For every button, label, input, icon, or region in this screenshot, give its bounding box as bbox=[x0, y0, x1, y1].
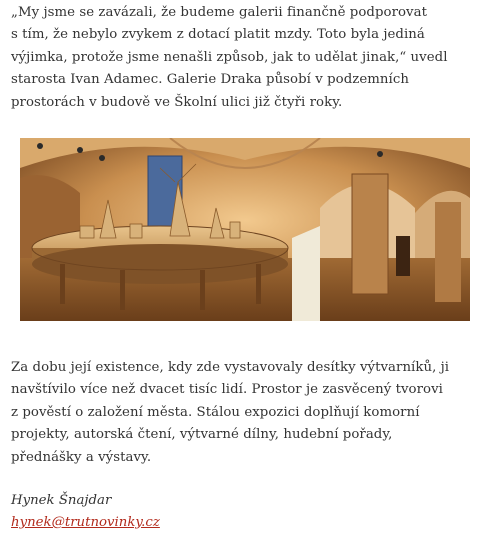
text-line: výjimka, protože jsme nenašli způsob, jak to udělat jinak,“ uvedl bbox=[11, 49, 448, 65]
text-line: z pověstí o založení města. Stálou expozici doplňují komorní bbox=[11, 404, 420, 420]
text-line: „My jsme se zavázali, že budeme galerii finančně podporovat bbox=[11, 5, 427, 20]
text-line: projekty, autorská čtení, výtvarné dílny, hudební pořady, bbox=[11, 427, 393, 443]
text-line: prostorách v budově ve Školní ulici již čtyři roky. bbox=[11, 94, 343, 110]
paragraph-history bbox=[11, 357, 477, 469]
paragraph-quote bbox=[11, 2, 477, 114]
text-line: Za dobu její existence, kdy zde vystavovaly desítky výtvarníků, ji bbox=[11, 360, 450, 375]
text-line: starosta Ivan Adamec. Galerie Draka působí v podzemních bbox=[11, 72, 409, 88]
text-line: přednášky a výstavy. bbox=[11, 449, 152, 465]
author-email-link[interactable]: hynek@trutnovinky.cz bbox=[11, 515, 160, 530]
author-name: Hynek Šnajdar bbox=[11, 493, 112, 508]
text-line: navštívilo více než dvacet tisíc lidí. Prostor je zasvěcený tvorovi bbox=[11, 382, 443, 398]
gallery-photo bbox=[20, 138, 470, 321]
text-line: s tím, že nebylo zvykem z dotací platit mzdy. Toto byla jediná bbox=[11, 27, 425, 43]
